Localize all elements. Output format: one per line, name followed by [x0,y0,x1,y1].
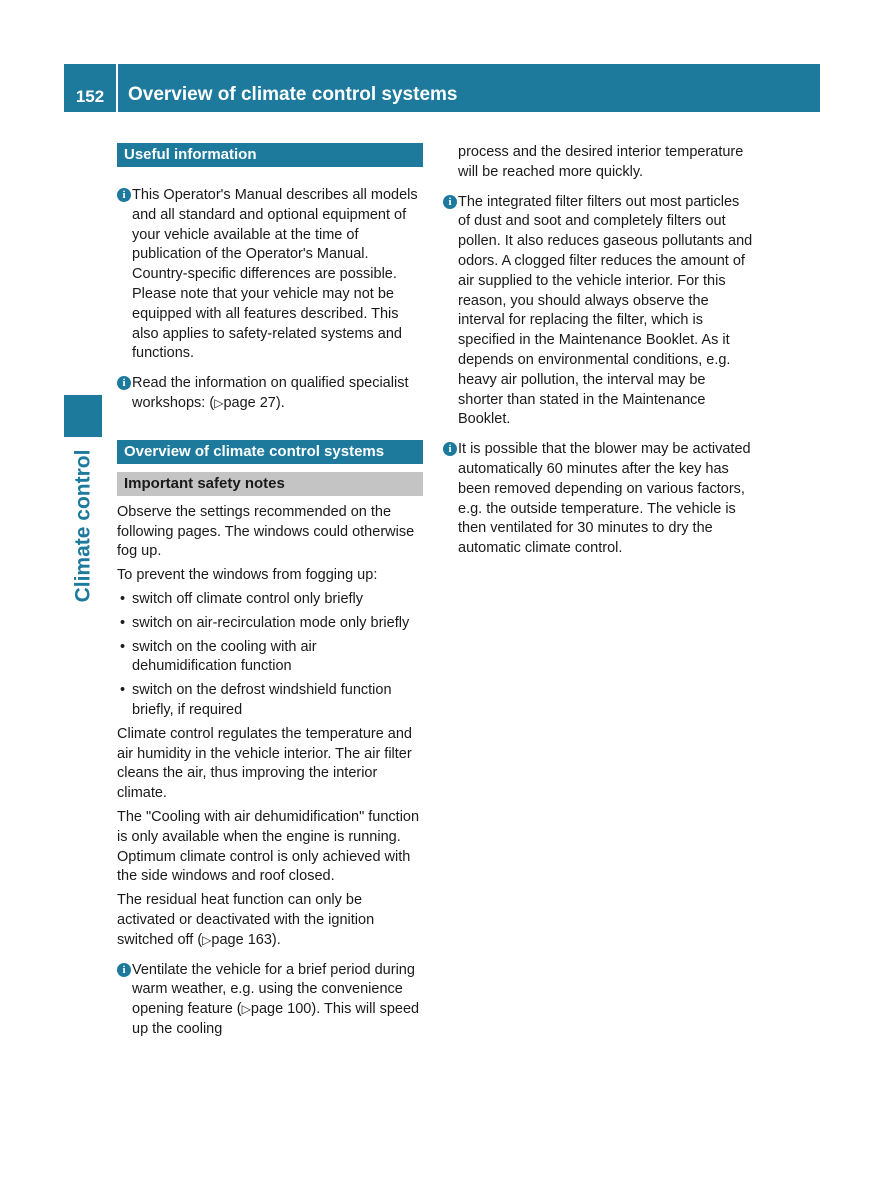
info-note [117,961,423,1040]
info-note [443,440,753,559]
side-tab-label: Climate control [71,449,95,603]
paragraph-continued: process and the desired interior temperature will be reached more quickly. [458,144,744,180]
page-reference-arrow-icon: ▷ [214,395,224,410]
safety-notes-heading: Important safety notes [117,472,423,496]
info-note-text-end: ). This will speed up the cooling [132,1001,420,1037]
info-icon: i [117,376,131,390]
page-reference-arrow-icon: ▷ [202,932,212,947]
header-divider [116,64,118,112]
right-column [443,143,753,559]
page-reference-link[interactable]: page 100 [250,1001,312,1018]
list-item: • switch on air-recirculation mode only briefly [117,614,423,634]
paragraph: Observe the settings recommended on the following pages. The windows could otherwise fog up. [117,503,415,560]
page-reference-arrow-icon: ▷ [241,1002,251,1017]
info-icon: i [443,442,457,456]
paragraph: To prevent the windows from fogging up: [117,567,378,584]
paragraph [117,891,423,950]
info-note-text: Read the information on qualified specialist workshops: ( [132,375,409,411]
info-icon: i [117,963,131,977]
paragraph: The "Cooling with air dehumidification" function is only available when the engine is running. Optimum climate control is only achieved with the side windows and roof closed. [117,808,420,885]
info-note [117,374,423,414]
left-column [117,143,423,1040]
page-number: 152 [75,87,105,106]
page-title: Overview of climate control systems [128,84,458,105]
info-note-text: It is possible that the blower may be activated automatically 60 minutes after the key has been removed depending on various factors, e.g. the outside temperature. The vehicle is then ventilated for 30 minutes to dry the automatic climate control. [458,441,751,557]
list-item: • switch on the defrost windshield function briefly, if required [117,681,423,721]
paragraph: Climate control regulates the temperature and air humidity in the vehicle interior. The air filter cleans the air, thus improving the interior climate. [117,725,412,802]
list-item: • switch on the cooling with air dehumidification function [117,638,423,678]
info-note-text: The integrated filter filters out most particles of dust and soot and completely filters out pollen. It also reduces gaseous pollutants and odors. A clogged filter reduces the amount of air supplied to the vehicle interior. For this reason, you should always observe the interval for replacing the filter, which is specified in the Maintenance Booklet. As it depends on environmental conditions, e.g. heavy air pollution, the interval may be shorter than stated in the Maintenance Booklet. [458,193,753,428]
info-note-text: This Operator's Manual describes all models and all standard and optional equipment of your vehicle available at the time of publication of the Operator's Manual. Country-specific differences are possible. Please note that your vehicle may not be equipped with all features described. This also applies to safety-related systems and functions. [132,187,418,362]
side-tab-block [64,395,102,437]
paragraph-text-end: ). [271,931,281,948]
paragraph-text: The residual heat function can only be activated or deactivated with the ignition switched off ( [117,892,375,948]
info-note [117,186,423,364]
info-icon: i [117,188,131,202]
info-note-text: Ventilate the vehicle for a brief period during warm weather, e.g. using the convenience opening feature ( [132,961,415,1018]
useful-info-heading: Useful information [117,143,423,167]
list-item: • switch off climate control only briefly [117,590,423,610]
info-note-text-end: ). [275,394,285,411]
overview-heading: Overview of climate control systems [117,440,423,464]
side-tab [64,446,102,606]
page-reference-link[interactable]: page 163 [211,931,272,948]
page-reference-link[interactable]: page 27 [223,394,276,411]
info-icon: i [443,195,457,209]
info-note [443,193,753,431]
